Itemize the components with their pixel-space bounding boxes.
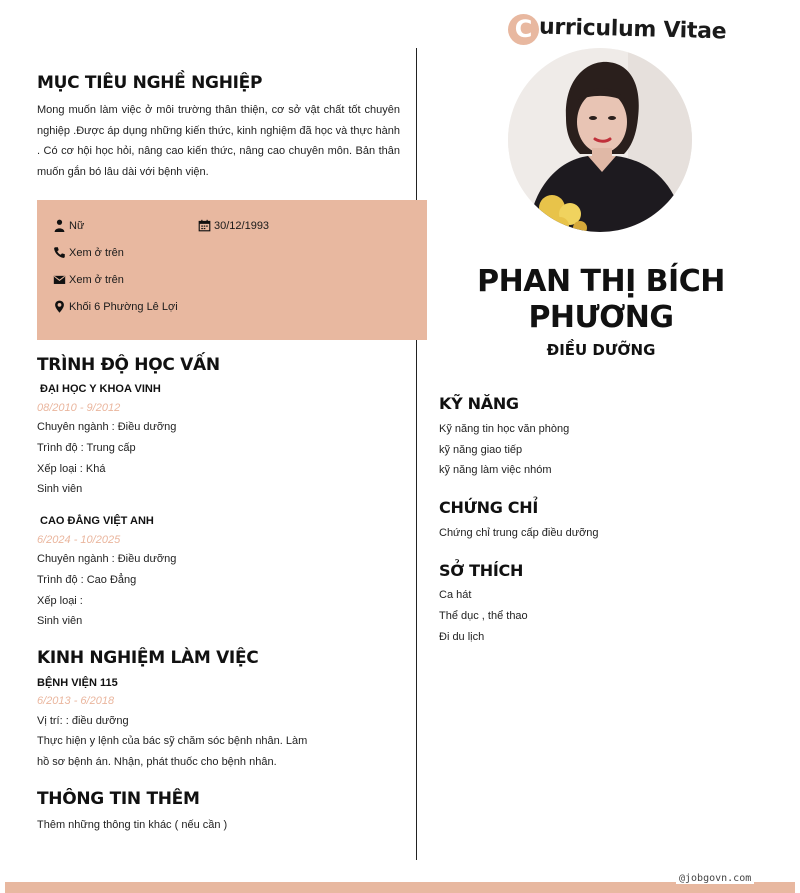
education-rank: Xếp loại : (37, 595, 83, 607)
cv-title (508, 14, 726, 45)
hobbies-heading: SỞ THÍCH (439, 561, 524, 580)
skill-item: kỹ năng làm việc nhóm (439, 464, 552, 476)
experience-heading: KINH NGHIỆM LÀM VIỆC (37, 648, 259, 668)
extra-heading: THÔNG TIN THÊM (37, 789, 200, 809)
experience-period: 6/2013 - 6/2018 (37, 695, 115, 707)
education-status: Sinh viên (37, 483, 83, 495)
hobby-item: Đi du lịch (439, 631, 485, 643)
calendar-icon (198, 219, 211, 232)
skill-item: Kỹ năng tin học văn phòng (439, 423, 570, 435)
contact-info-box (37, 200, 427, 340)
contact-gender-value: Nữ (69, 219, 85, 232)
education-major: Chuyên ngành : Điều dưỡng (37, 553, 177, 565)
experience-company: BỆNH VIỆN 115 (37, 677, 118, 689)
profile-name-line1: PHAN THỊ BÍCH (477, 264, 725, 299)
education-school: CAO ĐẲNG VIỆT ANH (40, 515, 154, 527)
contact-phone (53, 246, 124, 259)
phone-icon (53, 246, 66, 259)
extra-text: Thêm những thông tin khác ( nếu cần ) (37, 819, 228, 831)
profile-role: ĐIỀU DƯỠNG (546, 341, 656, 359)
education-school: ĐẠI HỌC Y KHOA VINH (40, 383, 161, 395)
education-status: Sinh viên (37, 615, 83, 627)
contact-email-value: Xem ở trên (69, 273, 124, 286)
objective-text: Mong muốn làm việc ở môi trường thân thiện, cơ sở vật chất tốt chuyên nghiệp .Được áp dụng những kiến thức, kinh nghiệm đã học và thực hành . Có cơ hội học hỏi, nâng cao kiến thức, nâng cao chuyên môn. Bản thân muốn gắn bó lâu dài với bệnh viện. (37, 104, 400, 178)
contact-phone-value: Xem ở trên (69, 246, 124, 259)
certificate-item: Chứng chỉ trung cấp điều dưỡng (439, 527, 599, 539)
profile-photo (508, 48, 692, 232)
education-level: Trình độ : Cao Đẳng (37, 574, 137, 586)
education-rank: Xếp loại : Khá (37, 463, 106, 475)
experience-desc: hồ sơ bệnh án. Nhận, phát thuốc cho bệnh nhân. (37, 756, 277, 768)
hobby-item: Thể dục , thể thao (439, 610, 528, 622)
profile-name (450, 264, 752, 336)
contact-email (53, 273, 124, 286)
contact-birthday-value: 30/12/1993 (214, 219, 270, 232)
column-divider (416, 48, 417, 860)
skills-heading: KỸ NĂNG (439, 394, 519, 413)
certificates-heading: CHỨNG CHỈ (439, 498, 538, 517)
contact-address (53, 300, 178, 313)
experience-position: Vị trí: : điều dưỡng (37, 715, 129, 727)
experience-desc: Thực hiện y lệnh của bác sỹ chăm sóc bệnh nhân. Làm (37, 735, 308, 747)
education-level: Trình độ : Trung cấp (37, 442, 136, 454)
cv-title-text: urriculum Vitae (538, 14, 727, 45)
education-period: 08/2010 - 9/2012 (37, 402, 121, 414)
education-period: 6/2024 - 10/2025 (37, 534, 121, 546)
contact-gender (53, 219, 84, 232)
skill-item: kỹ năng giao tiếp (439, 444, 523, 456)
location-pin-icon (53, 300, 66, 313)
person-icon (53, 219, 66, 232)
education-heading: TRÌNH ĐỘ HỌC VẤN (37, 355, 220, 375)
profile-photo-image (508, 48, 692, 232)
objective-heading: MỤC TIÊU NGHỀ NGHIỆP (37, 73, 263, 93)
hobby-item: Ca hát (439, 589, 472, 601)
footer-watermark: @jobgovn.com (676, 873, 754, 884)
mail-icon (53, 273, 66, 286)
cv-title-initial: C (508, 14, 539, 45)
contact-address-value: Khối 6 Phường Lê Lợi (69, 300, 178, 313)
contact-birthday (198, 219, 269, 232)
education-major: Chuyên ngành : Điều dưỡng (37, 421, 177, 433)
profile-name-line2: PHƯƠNG (528, 300, 674, 335)
